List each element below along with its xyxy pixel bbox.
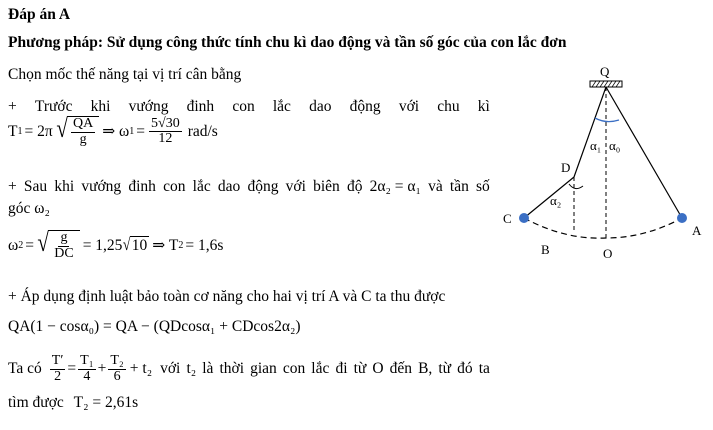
frac-t1-num: T₁	[80, 353, 94, 368]
final-word: gian	[250, 360, 277, 378]
final-word: con	[282, 360, 306, 378]
eq-sign: =	[136, 122, 146, 140]
final-result: T₂ = 2,61s	[73, 394, 139, 411]
final-word: từ	[438, 360, 452, 378]
frac-t2-num: T₂	[110, 353, 124, 368]
step2-word: 2α₂ = α₁	[369, 178, 421, 195]
sqrt-10-val: 10	[131, 237, 148, 255]
step2-word: khi	[54, 178, 75, 195]
final-words	[160, 360, 490, 378]
tim-duoc: tìm được	[8, 394, 64, 411]
step1-word: lắc	[272, 98, 291, 115]
step1-word: với	[398, 98, 420, 115]
step1-word: kì	[477, 98, 490, 115]
step2-word: độ	[346, 178, 363, 195]
step2-word: biên	[313, 178, 340, 195]
string-dc	[524, 177, 574, 218]
bob-c	[519, 213, 529, 223]
step1-word: động	[349, 98, 381, 115]
final-line-2	[8, 394, 138, 412]
method-text: Sử dụng công thức tính chu kì dao động và tần số góc của con lắc đơn	[106, 34, 567, 51]
label-alpha1: α₁	[590, 138, 602, 153]
step2-cont: góc ω₂	[8, 200, 50, 217]
frac-num-g: g	[60, 230, 68, 245]
sqrt-g-dc: √ $\frac{g}{DC}$	[36, 230, 80, 261]
step1-word: khi	[90, 98, 111, 115]
solution-line-1: Chọn mốc thế năng tại vị trí cân bằng	[8, 66, 242, 83]
step1-word: Trước	[34, 98, 73, 115]
T2-result: = 1,6s	[185, 236, 224, 254]
method-label: Phương pháp:	[8, 34, 103, 51]
final-word: t₂	[186, 360, 197, 378]
final-word: O	[372, 360, 384, 378]
ta-co: Ta có	[8, 360, 42, 378]
unit-rad-s: rad/s	[187, 122, 218, 140]
label-a: A	[692, 223, 702, 238]
step1-word: +	[8, 98, 17, 115]
final-word: thời	[219, 360, 245, 378]
step2-word: Sau	[23, 178, 48, 195]
frac-den-g: g	[79, 131, 87, 147]
omega2-sub: 2	[18, 240, 24, 252]
label-o: O	[603, 246, 613, 261]
label-alpha2: α₂	[550, 193, 562, 208]
eq-sign-3: =	[67, 360, 77, 378]
step1-word: chu	[437, 98, 460, 115]
step2-word: và	[428, 178, 443, 195]
step2-word: số	[476, 178, 490, 195]
label-alpha0: α₀	[609, 138, 621, 153]
step2-word: động	[247, 178, 279, 195]
step1-word: đinh	[186, 98, 215, 115]
implies-omega: ⇒ ω	[102, 123, 130, 141]
step2-word: dao	[217, 178, 241, 195]
frac-t2-den: 6	[113, 368, 121, 384]
final-word: ta	[478, 360, 490, 378]
implies-T2: ⇒ T	[152, 237, 179, 255]
sqrt-10: √ 10	[123, 235, 148, 255]
label-q: Q	[600, 64, 610, 79]
pendulum-diagram	[495, 60, 713, 270]
final-word: đó	[457, 360, 473, 378]
step1-word: dao	[309, 98, 332, 115]
method-line	[8, 34, 566, 52]
frac-tprime-den: 2	[54, 368, 62, 384]
final-word: là	[202, 360, 214, 378]
step2-word: con	[163, 178, 186, 195]
period-sub: 1	[17, 126, 23, 138]
final-line	[8, 354, 490, 384]
step1-word: con	[232, 98, 255, 115]
step2-word: tần	[449, 178, 469, 195]
step2-word: với	[285, 178, 306, 195]
omega1-den: 12	[158, 131, 173, 147]
step2-word: vướng	[81, 178, 122, 195]
string-qd	[574, 87, 606, 177]
angle-arc-alpha	[595, 118, 619, 122]
final-word: lắc	[311, 360, 330, 378]
final-word: đi	[335, 360, 348, 378]
swing-arc	[524, 218, 682, 238]
step2-word: đinh	[128, 178, 156, 195]
bob-a	[677, 213, 687, 223]
label-d: D	[561, 160, 571, 175]
step2-formula	[8, 230, 223, 261]
frac-tprime-num: T′	[51, 353, 64, 368]
omega1-num: 5√30	[151, 115, 180, 131]
step1-word: vướng	[128, 98, 169, 115]
frac-t1-den: 4	[83, 368, 91, 384]
final-word: đến	[389, 360, 412, 378]
answer-heading: Đáp án A	[8, 6, 71, 23]
omega2-symbol: ω	[8, 236, 19, 254]
step2-word: +	[8, 178, 17, 195]
final-word: với	[160, 360, 181, 378]
plus-t2: + t₂	[129, 360, 153, 378]
step2-word: lắc	[192, 178, 211, 195]
frac-num-qa: QA	[72, 116, 94, 131]
frac-den-dc: DC	[54, 245, 74, 261]
step2-text	[8, 178, 490, 196]
step1-formula	[8, 116, 218, 147]
omega1-sub: 1	[129, 126, 135, 138]
final-word: B,	[418, 360, 433, 378]
eq-2pi: = 2π	[24, 122, 53, 140]
step1-text	[8, 98, 490, 116]
label-b: B	[541, 242, 550, 257]
T2-sub: 2	[178, 240, 184, 252]
energy-equation: QA(1 − cosα₀) = QA − (QDcosα₁ + CDcos2α₂)	[8, 318, 301, 335]
angle-arc-alpha2	[569, 184, 583, 189]
value-125: = 1,25	[82, 236, 123, 254]
sqrt-qa-g: √ $\frac{QA}{g}$	[55, 116, 100, 147]
plus-sign: +	[97, 360, 107, 378]
eq-sign-2: =	[25, 236, 34, 254]
label-c: C	[503, 211, 512, 226]
step3-text: + Áp dụng định luật bảo toàn cơ năng cho hai vị trí A và C ta thu được	[8, 288, 446, 305]
final-word: từ	[353, 360, 367, 378]
period-symbol: T	[8, 122, 18, 140]
